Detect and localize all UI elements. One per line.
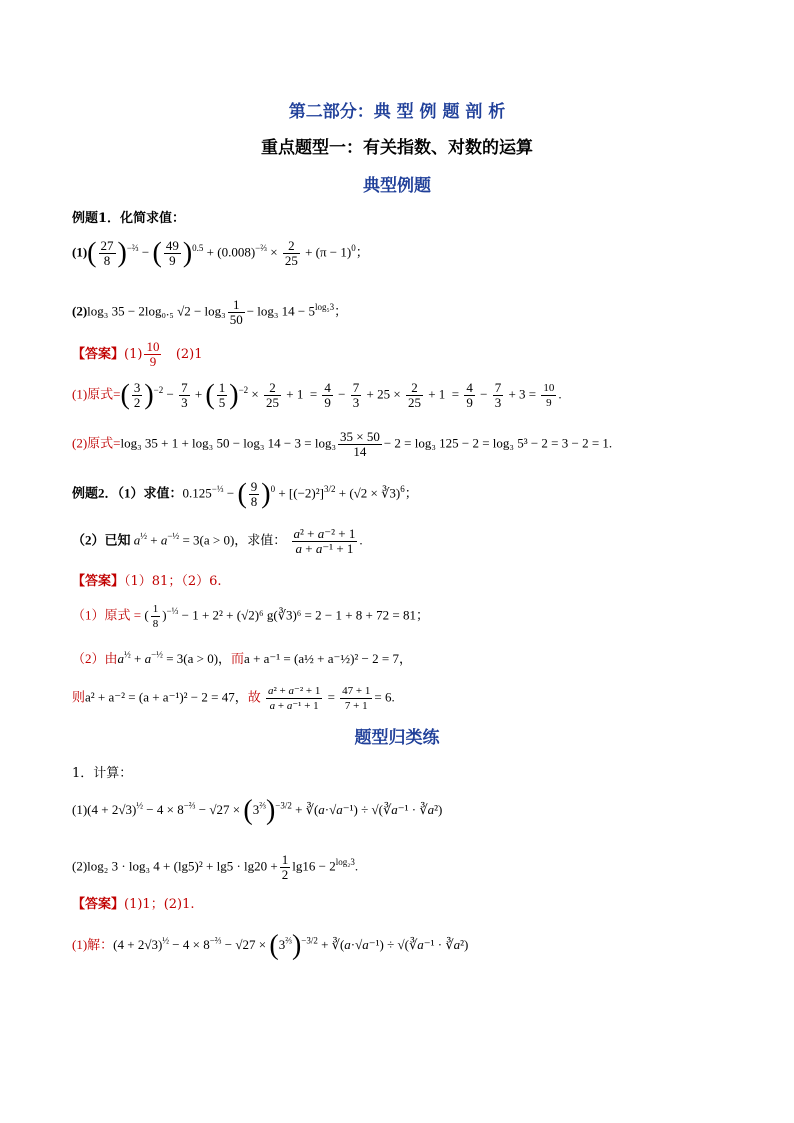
practice-answer-label: 【答案】 <box>72 897 125 912</box>
example2-sol2-tail: a + a⁻¹ = (a½ + a⁻½)² − 2 = 7， <box>244 651 412 666</box>
example1-answer-p1: (1) <box>124 347 143 362</box>
practice-p2-prefix: (2) <box>72 858 88 874</box>
practice-p2-exp: log₂3 <box>335 857 355 868</box>
practice-sol-label: (1)解： <box>72 936 114 952</box>
example2-solution2: （2）由$a^{\frac{1}{2}} + a^{-\frac{1}{2}} = 3(a > 0)$，而a + a⁻¹ = (a½ + a⁻½)² − 2 = 7， <box>72 649 412 666</box>
example1-answer-label: 【答案】 <box>72 347 125 362</box>
example2-sol1-tail: − 1 + 2² + (√2)⁶ g(∛3)⁶ = 2 − 1 + 8 + 72 = 81； <box>181 607 429 623</box>
example2-answer <box>72 570 222 589</box>
practice-answer-text: (1)1；(2)1. <box>124 897 195 912</box>
part-title: 第二部分：典 型 例 题 剖 析 <box>288 102 506 122</box>
example1-part2-expr: log₃ 35 − 2log₀.₅ √2 − log₃ <box>87 303 226 319</box>
example2-part2-label: （2）已知 <box>72 532 131 548</box>
practice-solution: (1)解：$(4 + 2√3)^{\frac{1}{2}} - 4 \times 8^{-\frac{2}{3}} - √27 \times (3^{\frac{2}{3}})^{-3/2}$ + ∛(a·√a⁻¹) ÷ √(∛a⁻¹ · ∛a²) <box>72 930 469 961</box>
example2-sol3-gu: 故 <box>247 689 261 705</box>
example1-part1-prefix: (1) <box>72 244 88 260</box>
example2-part2: （2）已知 $a^{\frac{1}{2}} + a^{-\frac{1}{2}} = 3(a > 0)$，求值： $\frac{\text{a² + a⁻² + 1}}{\text{a + a⁻¹ + 1}}$ . <box>72 526 363 556</box>
example1-part2-tail: − log₃ 14 − 5 <box>246 303 315 319</box>
example2-label: 例题2．（1）求值： <box>72 485 183 501</box>
example1-answer: 【答案】(1) $\frac{10}{9}$ (2)1 <box>72 339 203 369</box>
example1-part2: (2)log₃ 35 − 2log₀.₅ √2 − log₃ $\frac{1}{50}$ − log₃ $14 - 5^{log_53}$； <box>72 297 348 327</box>
example1-solution2: (2)原式=log₃ 35 + 1 + log₃ 50 − log₃ 14 − 3 = log₃ $\frac{35 \times 50}{14}$ − 2 = log₃ 125 − 2 = log₃ 5³ − 2 = 3 − 2 = 1. <box>72 429 613 459</box>
practice-p2-tail: lg16 − 2 <box>292 858 336 874</box>
example2-part2-mid: = 3(a > 0)，求值： <box>182 532 287 548</box>
example1-solution1: (1)原式=( $\frac{3}{2}$ )$^{-2}$ − $\frac{7}{3}$ + ( $\frac{1}{5}$ )$^{-2}$ × $\frac{2}{25}$ + 1 = $\frac{4}{9}$ − $\frac{7}{3}$ + 25 × $\frac{2}{25}$ + 1 = $\frac{4}{9}$ − $\frac{7}{3}$ + 3 = $\frac{10}{9}$ . <box>72 379 562 411</box>
practice-p1-prefix: (1) <box>72 801 88 817</box>
example1-label: 例题1．化简求值： <box>72 211 186 226</box>
example2-sol3-label: 则 <box>72 689 86 705</box>
example2-part1: 例题2．（1）求值：$0.125^{-\frac{1}{3}}$ − ( $\frac{9}{8}$ )$^0 + [(-2)^2]^{3/2} + (√2$ × ∛3)$^6$； <box>72 478 418 510</box>
practice-answer <box>72 893 195 912</box>
examples-title: 典型例题 <box>363 176 431 196</box>
example2-answer-label: 【答案】 <box>72 574 125 589</box>
example1-sol2-label: (2)原式= <box>72 435 121 451</box>
example2-sol2-er: 而 <box>231 651 245 666</box>
example1-part2-prefix: (2) <box>72 303 88 319</box>
practice-item1-label: 1．计算： <box>72 766 133 781</box>
example1-sol1-label: (1)原式= <box>72 386 121 402</box>
example2-answer-text: （1）81；（2）6. <box>124 574 222 589</box>
example1-part1: (1)( $\frac{27}{8}$ )$^{-\frac{2}{3}}$ − ( $\frac{49}{9}$ )$^{0.5} + (0.008)^{-\frac{2}{3}}$ × $\frac{2}{25}$ + $(\pi - 1)^0$； <box>72 237 369 269</box>
practice-title: 题型归类练 <box>354 728 440 748</box>
example2-sol3-end: = 6. <box>374 689 395 705</box>
example2-sol1-label: （1）原式 = <box>72 607 142 623</box>
example1-sol2-expr-a: log₃ 35 + 1 + log₃ 50 − log₃ 14 − 3 = log₃ <box>120 435 336 451</box>
practice-p2-expr: log₂ 3 · log₃ 4 + (lg5)² + lg5 · lg20 + <box>87 858 278 874</box>
example2-solution1: （1）原式 = ( $\frac{1}{8}$ )$^{-\frac{1}{3}}$ − 1 + 2² + (√2)⁶ g(∛3)⁶ = 2 − 1 + 8 + 72 = 81； <box>72 603 429 630</box>
example2-sol2-label: （2）由 <box>72 651 118 666</box>
example1-part2-exp: log₅3 <box>315 302 335 313</box>
practice-part2: (2)log₂ 3 · log₃ 4 + (lg5)² + lg5 · lg20 + $\frac{1}{2}$ $\lg 16 - 2^{log_23}$. <box>72 852 359 882</box>
example1-sol2-expr-b: − 2 = log₃ 125 − 2 = log₃ 5³ − 2 = 3 − 2 = 1. <box>383 435 613 451</box>
example2-sol3-expr: a² + a⁻² = (a + a⁻¹)² − 2 = 47， <box>85 689 248 705</box>
practice-part1: $(1)(4 + 2√3)^{\frac{1}{2}} - 4 \times 8^{-\frac{2}{3}} - √27 \times (3^{\frac{2}{3}})^{-3/2}$ + ∛(a·√a⁻¹) ÷ √(∛a⁻¹ · ∛a²) <box>72 795 443 826</box>
section-title: 重点题型一：有关指数、对数的运算 <box>261 138 533 158</box>
example2-solution3: 则a² + a⁻² = (a + a⁻¹)² − 2 = 47，故 $\frac{\text{a² + a⁻² + 1}}{\text{a + a⁻¹ + 1}}$ = $\frac{47 + 1}{7 + 1}$ = 6. <box>72 685 395 712</box>
example1-answer-p2: (2)1 <box>175 347 203 362</box>
example2-sol2-mid: = 3(a > 0)， <box>166 651 232 666</box>
